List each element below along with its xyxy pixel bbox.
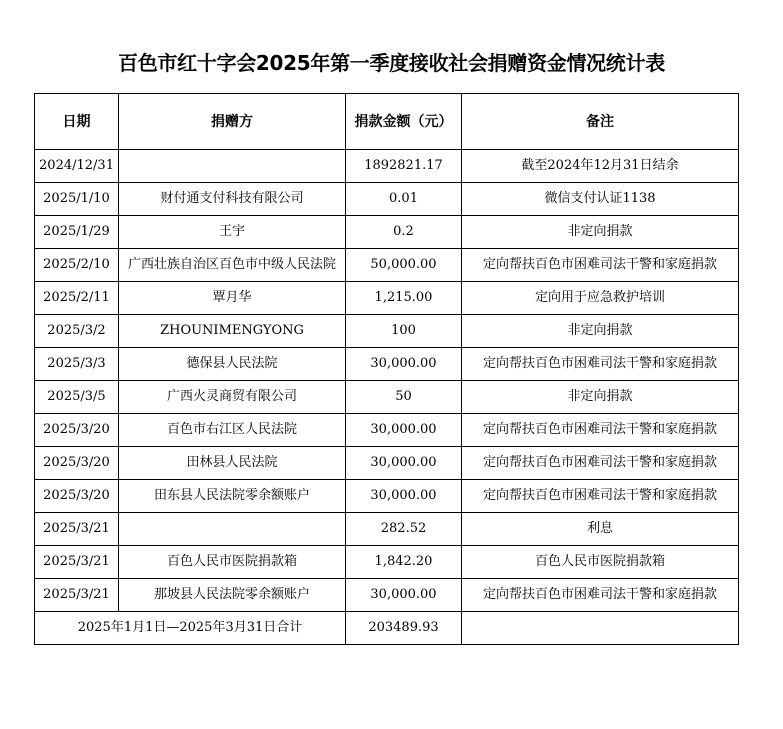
- date-cell: 2025/3/20: [35, 480, 119, 513]
- donor-cell: [119, 150, 346, 183]
- total-row: [35, 612, 739, 645]
- header-date: 日期: [35, 94, 119, 150]
- table-row: [35, 282, 739, 315]
- donor-cell: 覃月华: [119, 282, 346, 315]
- note-cell: 定向用于应急救护培训: [462, 282, 739, 315]
- table-row: [35, 381, 739, 414]
- date-cell: 2025/1/10: [35, 183, 119, 216]
- table-row: [35, 315, 739, 348]
- amount-cell: 1,842.20: [346, 546, 462, 579]
- date-cell: 2025/3/20: [35, 447, 119, 480]
- amount-cell: 282.52: [346, 513, 462, 546]
- donor-cell: 王宇: [119, 216, 346, 249]
- date-cell: 2025/2/10: [35, 249, 119, 282]
- amount-cell: 0.01: [346, 183, 462, 216]
- donation-table: [34, 93, 739, 645]
- note-cell: 非定向捐款: [462, 315, 739, 348]
- date-cell: 2025/3/21: [35, 579, 119, 612]
- table-row: [35, 480, 739, 513]
- header-note: 备注: [462, 94, 739, 150]
- date-cell: 2025/3/20: [35, 414, 119, 447]
- amount-cell: 1892821.17: [346, 150, 462, 183]
- date-cell: 2025/3/2: [35, 315, 119, 348]
- header-row: [35, 94, 739, 150]
- table-row: [35, 348, 739, 381]
- donor-cell: 百色市右江区人民法院: [119, 414, 346, 447]
- amount-cell: 1,215.00: [346, 282, 462, 315]
- date-cell: 2024/12/31: [35, 150, 119, 183]
- donor-cell: 田林县人民法院: [119, 447, 346, 480]
- donor-cell: 德保县人民法院: [119, 348, 346, 381]
- donor-cell: 财付通支付科技有限公司: [119, 183, 346, 216]
- note-cell: 百色人民市医院捐款箱: [462, 546, 739, 579]
- date-cell: 2025/3/5: [35, 381, 119, 414]
- note-cell: 非定向捐款: [462, 381, 739, 414]
- amount-cell: 30,000.00: [346, 447, 462, 480]
- donor-cell: 那坡县人民法院零余额账户: [119, 579, 346, 612]
- donor-cell: 广西火灵商贸有限公司: [119, 381, 346, 414]
- date-cell: 2025/3/21: [35, 546, 119, 579]
- page-title: 百色市红十字会2025年第一季度接收社会捐赠资金情况统计表: [118, 51, 665, 75]
- amount-cell: 50,000.00: [346, 249, 462, 282]
- header-donor: 捐赠方: [119, 94, 346, 150]
- amount-cell: 30,000.00: [346, 579, 462, 612]
- date-cell: 2025/3/3: [35, 348, 119, 381]
- amount-cell: 0.2: [346, 216, 462, 249]
- note-cell: 定向帮扶百色市困难司法干警和家庭捐款: [462, 348, 739, 381]
- date-cell: 2025/2/11: [35, 282, 119, 315]
- table-row: [35, 216, 739, 249]
- table-row: [35, 414, 739, 447]
- note-cell: 定向帮扶百色市困难司法干警和家庭捐款: [462, 249, 739, 282]
- note-cell: 定向帮扶百色市困难司法干警和家庭捐款: [462, 447, 739, 480]
- table-row: [35, 249, 739, 282]
- donor-cell: 广西壮族自治区百色市中级人民法院: [119, 249, 346, 282]
- note-cell: 定向帮扶百色市困难司法干警和家庭捐款: [462, 579, 739, 612]
- amount-cell: 100: [346, 315, 462, 348]
- note-cell: 定向帮扶百色市困难司法干警和家庭捐款: [462, 480, 739, 513]
- total-label: 2025年1月1日—2025年3月31日合计: [35, 612, 346, 645]
- amount-cell: 30,000.00: [346, 414, 462, 447]
- note-cell: 非定向捐款: [462, 216, 739, 249]
- note-cell: 定向帮扶百色市困难司法干警和家庭捐款: [462, 414, 739, 447]
- total-amount: 203489.93: [346, 612, 462, 645]
- amount-cell: 30,000.00: [346, 480, 462, 513]
- total-note: [462, 612, 739, 645]
- note-cell: 利息: [462, 513, 739, 546]
- header-amount: 捐款金额（元）: [346, 94, 462, 150]
- note-cell: 微信支付认证1138: [462, 183, 739, 216]
- donor-cell: ZHOUNIMENGYONG: [119, 315, 346, 348]
- table-row: [35, 183, 739, 216]
- table-row: [35, 447, 739, 480]
- donor-cell: 田东县人民法院零余额账户: [119, 480, 346, 513]
- date-cell: 2025/3/21: [35, 513, 119, 546]
- date-cell: 2025/1/29: [35, 216, 119, 249]
- donor-cell: 百色人民市医院捐款箱: [119, 546, 346, 579]
- donor-cell: [119, 513, 346, 546]
- table-row: [35, 150, 739, 183]
- table-row: [35, 546, 739, 579]
- amount-cell: 50: [346, 381, 462, 414]
- table-row: [35, 579, 739, 612]
- amount-cell: 30,000.00: [346, 348, 462, 381]
- note-cell: 截至2024年12月31日结余: [462, 150, 739, 183]
- table-row: [35, 513, 739, 546]
